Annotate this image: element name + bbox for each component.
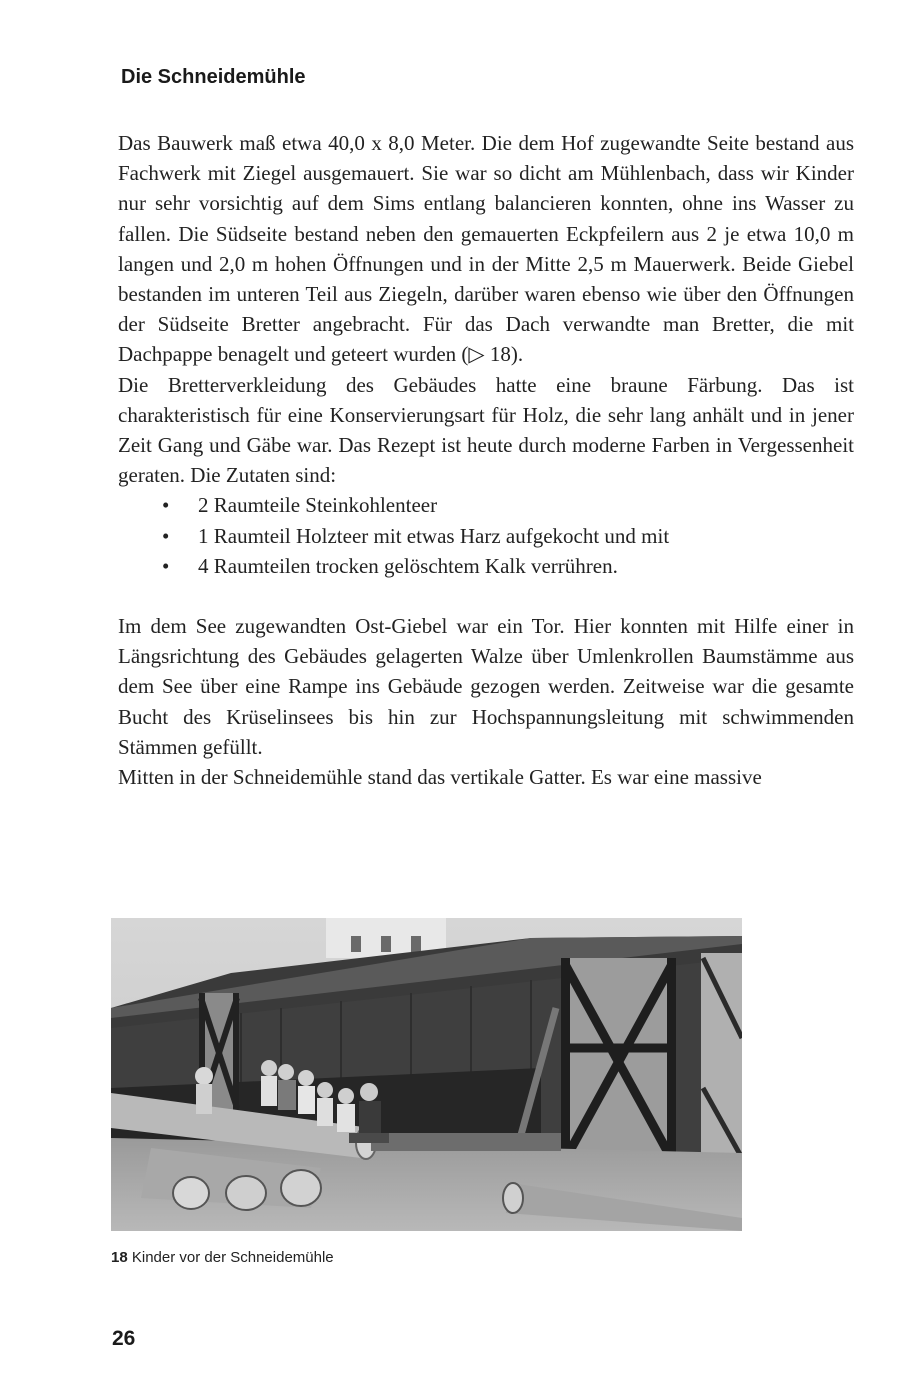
paragraph: Im dem See zugewandten Ost-Giebel war ein Tor. Hier konnten mit Hilfe einer in Längsrichtung des Gebäudes gelagerten Walze über Umlenkrollen Baumstämme aus dem See über eine Rampe ins Gebäude gezogen werden. Zeitweise war die gesamte Bucht des Krüselinsees bis hin zur Hochspannungsleitung mit schwimmenden Stämmen gefüllt. xyxy=(118,614,854,759)
body-text xyxy=(118,128,854,792)
figure-number: 18 xyxy=(111,1249,128,1266)
page-number: 26 xyxy=(112,1327,136,1350)
sawmill-photo xyxy=(111,918,742,1231)
paragraph: Das Bauwerk maß etwa 40,0 x 8,0 Meter. Die dem Hof zugewandte Seite bestand aus Fachwerk mit Ziegel ausgemauert. Sie war so dicht am Mühlenbach, dass wir Kinder nur sehr vorsichtig auf dem Sims entlang balancieren konnten, ohne ins Wasser zu fallen. Die Südseite bestand neben den gemauerten Eckpfeilern aus 2 je etwa 10,0 m langen und 2,0 m hohen Öffnungen und in der Mitte 2,5 m Mauerwerk. Beide Giebel bestanden im unteren Teil aus Ziegeln, darüber waren ebenso wie über den Öffnungen der Südseite Bretter angebracht. Für das Dach verwandte man Bretter, die mit Dachpappe benagelt und geteert wurden (▷ 18). xyxy=(118,131,854,367)
section-heading: Die Schneidemühle xyxy=(121,66,306,88)
paragraph: Mitten in der Schneidemühle stand das vertikale Gatter. Es war eine massive xyxy=(118,765,762,790)
figure-caption xyxy=(111,1249,334,1266)
photo-figure xyxy=(111,918,742,1231)
bullet-icon: • xyxy=(162,493,170,518)
list-item-text: 4 Raumteilen trocken gelöschtem Kalk verrühren. xyxy=(198,553,618,578)
list-item xyxy=(118,521,854,551)
paragraph-gap xyxy=(118,581,854,611)
ingredients-list xyxy=(118,490,854,581)
figure-caption-text: Kinder vor der Schneidemühle xyxy=(131,1249,334,1266)
bullet-icon: • xyxy=(162,553,170,578)
bullet-icon: • xyxy=(162,523,170,548)
list-item-text: 1 Raumteil Holzteer mit etwas Harz aufgekocht und mit xyxy=(198,523,670,548)
list-item xyxy=(118,490,854,520)
list-item-text: 2 Raumteile Steinkohlenteer xyxy=(198,493,438,518)
list-item xyxy=(118,551,854,581)
paragraph: Die Bretterverkleidung des Gebäudes hatte eine braune Färbung. Das ist charakteristisch für eine Konservierungsart für Holz, die sehr lang anhält und in jener Zeit Gang und Gäbe war. Das Rezept ist heute durch moderne Farben in Vergessenheit geraten. Die Zutaten sind: xyxy=(118,372,854,488)
